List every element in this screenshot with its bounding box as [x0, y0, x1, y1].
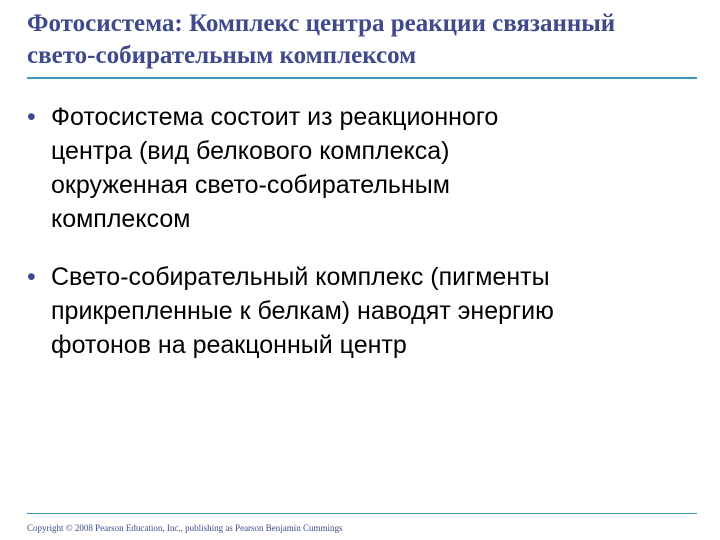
- bullet-line: комплексом: [51, 205, 191, 233]
- slide-title-line-1: Фотосистема: Комплекс центра реакции связанный: [27, 10, 616, 37]
- bullet-icon: •: [27, 263, 36, 291]
- bullet-line: центра (вид белкового комплекса): [51, 137, 450, 165]
- bullet-line: прикрепленные к белкам) наводят энергию: [51, 297, 554, 325]
- bullet-item-1: [27, 100, 697, 236]
- bullet-item-2: [27, 260, 697, 362]
- footer-divider: [27, 513, 697, 514]
- slide-title: [27, 8, 720, 72]
- slide-title-line-2: свето-собирательным комплексом: [27, 42, 417, 69]
- bullet-line: окруженная свето-собирательным: [51, 171, 450, 199]
- copyright-footer: Copyright © 2008 Pearson Education, Inc., publishing as Pearson Benjamin Cummings: [27, 523, 343, 533]
- bullet-line: Свето-собирательный комплекс (пигменты: [51, 263, 550, 291]
- title-divider: [27, 77, 697, 79]
- bullet-icon: •: [27, 103, 36, 131]
- bullet-line: фотонов на реакцонный центр: [51, 331, 407, 359]
- bullet-line: Фотосистема состоит из реакционного: [51, 103, 499, 131]
- bullet-list: [27, 100, 697, 386]
